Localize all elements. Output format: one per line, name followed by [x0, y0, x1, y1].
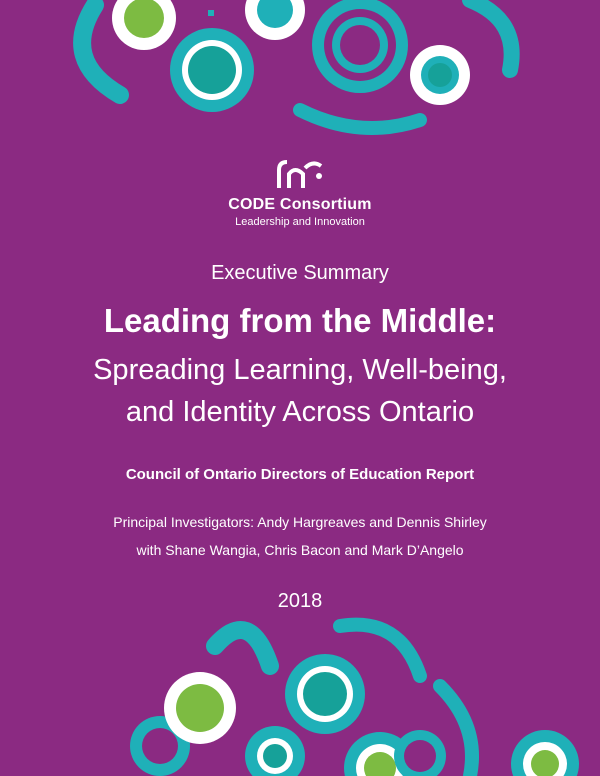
top-circles-decoration	[0, 0, 600, 140]
investigators-line-2: with Shane Wangia, Chris Bacon and Mark D’Angelo	[136, 542, 464, 558]
code-consortium-logo-icon	[273, 158, 327, 192]
page-title: Leading from the Middle:	[103, 302, 497, 339]
bottom-circles-decoration	[0, 606, 600, 776]
logo	[0, 158, 600, 228]
doc-type: Executive Summary	[211, 262, 389, 284]
subtitle-line-1: Spreading Learning, Well-being,	[93, 354, 507, 386]
investigators-line-1: Principal Investigators: Andy Hargreaves and Dennis Shirley	[113, 514, 487, 530]
report-name: Council of Ontario Directors of Education Report	[125, 466, 475, 483]
subtitle-line-2: and Identity Across Ontario	[125, 396, 475, 428]
logo-tagline: Leadership and Innovation	[235, 216, 365, 228]
logo-name: CODE Consortium	[228, 196, 372, 213]
report-year: 2018	[277, 590, 323, 612]
